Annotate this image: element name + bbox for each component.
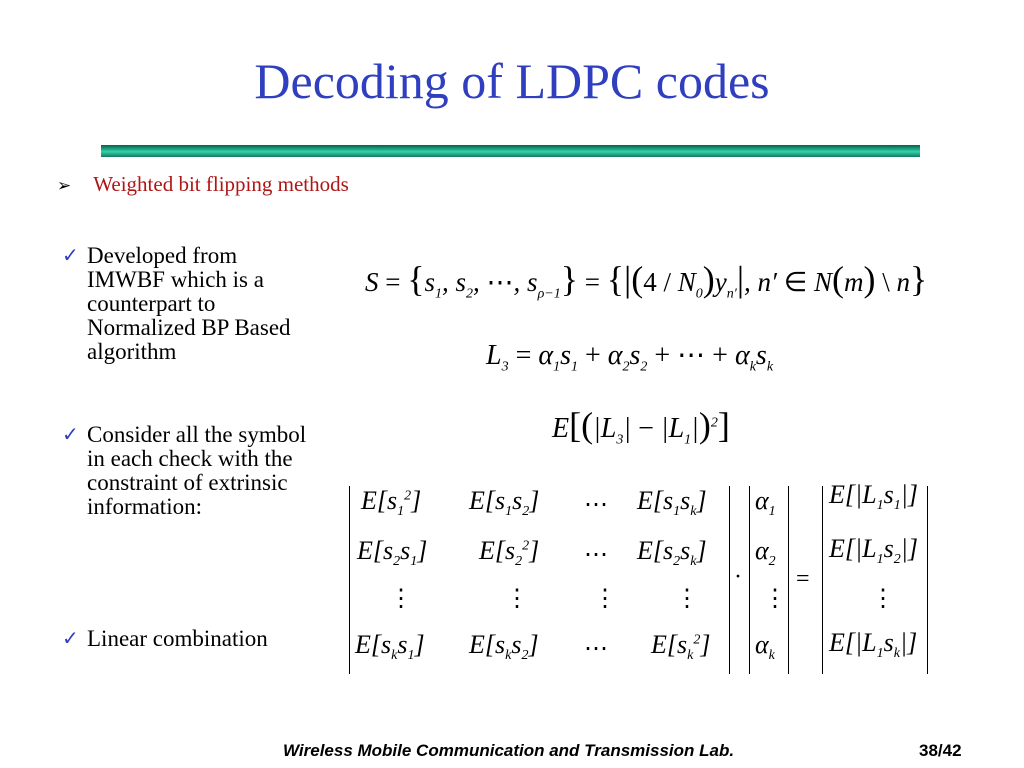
- bullet-item-2: [62, 423, 312, 519]
- matrix-cell: ⋮: [505, 586, 529, 612]
- rhs-right-bar: [927, 486, 928, 674]
- alpha-vector-entry: ⋮: [763, 586, 787, 612]
- vector-left-bar: [749, 486, 750, 674]
- alpha-vector-entry: $\alpha_2$: [755, 536, 776, 570]
- rhs-vector-entry: $E[|L_1s_k|]$: [829, 628, 918, 662]
- matrix-cell: $E[s_1s_k]$: [637, 486, 707, 520]
- bullet-text: Consider all the symbol in each check with the constraint of extrinsic information:: [87, 422, 307, 519]
- equation-matrix-system: [349, 478, 939, 678]
- matrix-cell: $E[s_ks_2]$: [469, 630, 539, 664]
- matrix-cell: ⋮: [593, 586, 617, 612]
- matrix-cell: $E[s_2s_1]$: [357, 536, 428, 570]
- subtitle: [57, 172, 349, 197]
- alpha-vector-entry: $\alpha_k$: [755, 630, 775, 664]
- equation-linear-combination: $L_3 = \alpha_1s_1 + \alpha_2s_2$ + ⋯ + $\alpha_ks_k$: [486, 340, 774, 375]
- slide-title: Decoding of LDPC codes: [254, 53, 770, 109]
- bullet-text: Linear combination: [87, 626, 268, 651]
- checkmark-icon: ✓: [62, 245, 79, 267]
- matrix-cell: ⋯: [584, 542, 608, 568]
- dot-operator: ·: [734, 564, 742, 590]
- matrix-cell: ⋮: [675, 586, 699, 612]
- subtitle-text: Weighted bit flipping methods: [93, 172, 349, 196]
- arrow-bullet-icon: ➢: [57, 176, 72, 195]
- bullet-item-3: [62, 627, 312, 651]
- matrix-cell: $E[s_2^2]$: [479, 536, 540, 570]
- checkmark-icon: ✓: [62, 628, 79, 650]
- rhs-vector-entry: $E[|L_1s_1|]$: [829, 480, 918, 514]
- rhs-left-bar: [822, 486, 823, 674]
- matrix-cell: $E[s_k^2]$: [651, 630, 711, 664]
- matrix-cell: $E[s_1^2]$: [361, 486, 422, 520]
- matrix-cell: ⋯: [584, 492, 608, 518]
- bullet-text: Developed from IMWBF which is a counterpart to Normalized BP Based algorithm: [87, 243, 291, 364]
- equals-sign: =: [796, 566, 810, 592]
- matrix-right-bar: [729, 486, 730, 674]
- footer-lab-name: Wireless Mobile Communication and Transmission Lab.: [283, 741, 735, 760]
- matrix-cell: ⋮: [389, 586, 413, 612]
- matrix-cell: $E[s_1s_2]$: [469, 486, 540, 520]
- matrix-left-bar: [349, 486, 350, 674]
- rhs-vector-entry: $E[|L_1s_2|]$: [829, 534, 918, 568]
- page-number: 38/42: [919, 741, 962, 760]
- bullet-item-1: [62, 244, 312, 364]
- equation-expectation-error: $E[(|L_3| - |L_1|)^2]$: [552, 405, 730, 448]
- vector-right-bar: [788, 486, 789, 674]
- matrix-cell: $E[s_2s_k]$: [637, 536, 707, 570]
- matrix-cell: $E[s_ks_1]$: [355, 630, 425, 664]
- checkmark-icon: ✓: [62, 424, 79, 446]
- matrix-cell: ⋯: [584, 636, 608, 662]
- alpha-vector-entry: $\alpha_1$: [755, 486, 776, 520]
- title-divider: [101, 145, 920, 157]
- equation-symbol-set: $S = \{s_1$, $s_2$, ⋯, $s_{\rho-1}\} = \{|(4 / N_0)y_{n'}|$, n′ ∈ N(m) \ n}: [365, 259, 928, 302]
- rhs-vector-entry: ⋮: [871, 586, 895, 612]
